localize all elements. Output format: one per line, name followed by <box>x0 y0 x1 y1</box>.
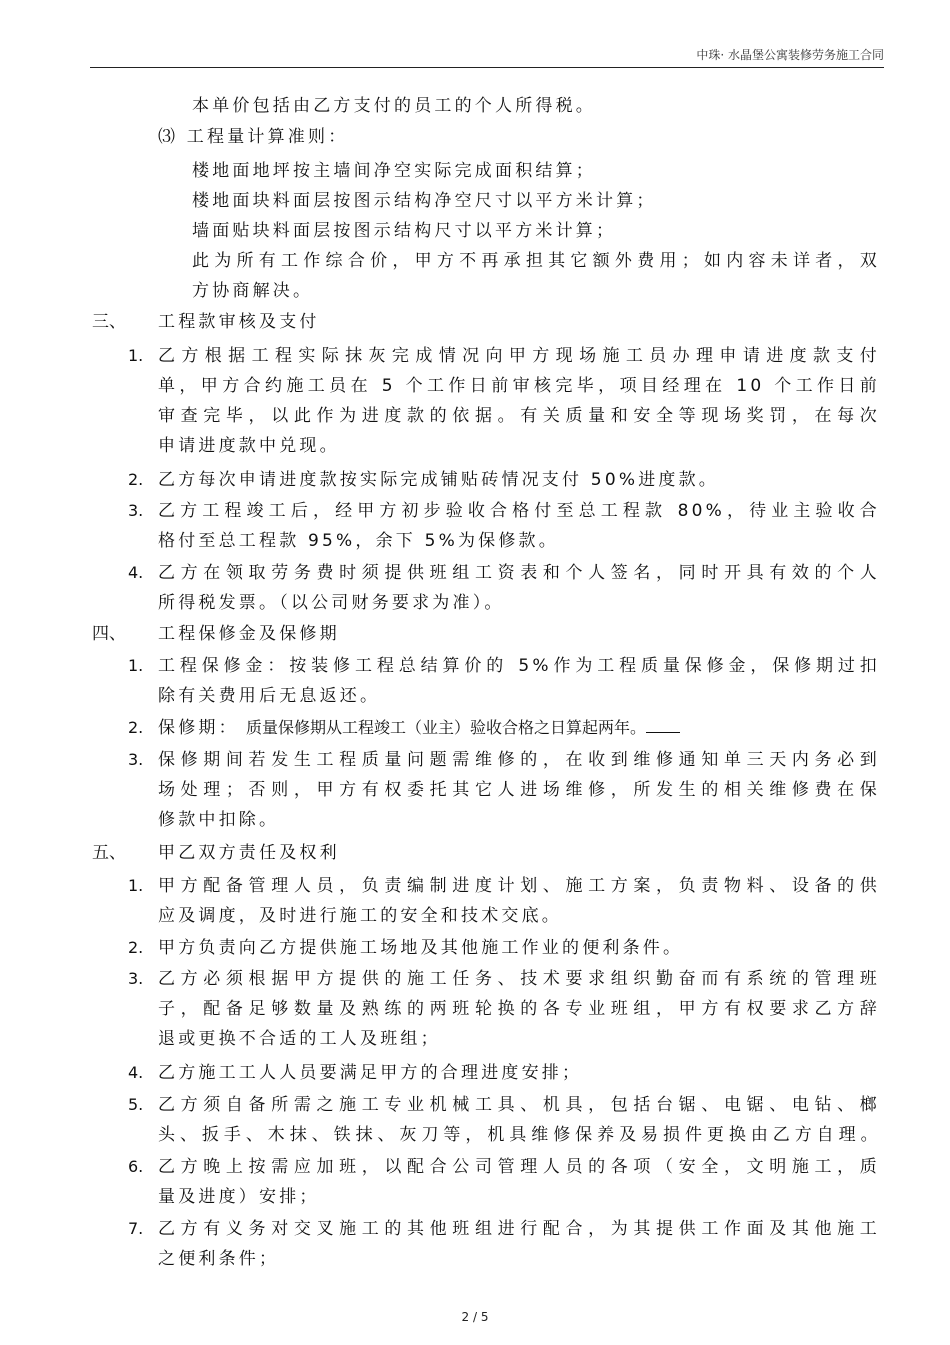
item-line: 头、扳手、木抹、铁抹、灰刀等，机具维修保养及易损件更换由乙方自理。 <box>158 1125 880 1145</box>
page-number: 2 / 5 <box>461 1310 489 1324</box>
item-number: 4. <box>128 563 144 582</box>
tax-note: 本单价包括由乙方支付的员工的个人所得税。 <box>192 96 596 116</box>
section-4-title: 工程保修金及保修期 <box>158 624 340 644</box>
rule-line: 楼地面地坪按主墙间净空实际完成面积结算； <box>192 161 596 181</box>
item-line: 除有关费用后无息返还。 <box>158 686 381 706</box>
item-number: 3. <box>128 501 144 520</box>
item-line: 子，配备足够数量及熟练的两班轮换的各专业班组，甲方有权要求乙方辞 <box>158 999 880 1019</box>
item-line: 乙方工程竣工后，经甲方初步验收合格付至总工程款 80%，待业主验收合 <box>158 501 880 521</box>
item-line: 申请进度款中兑现。 <box>158 436 340 456</box>
section-5-title: 甲乙双方责任及权利 <box>158 843 340 863</box>
summary-line: 方协商解决。 <box>192 281 314 301</box>
item-line: 乙方施工工人人员要满足甲方的合理进度安排； <box>158 1063 583 1083</box>
item-line: 乙方晚上按需应加班，以配合公司管理人员的各项（安全，文明施工，质 <box>158 1157 880 1177</box>
item-line: 审查完毕，以此作为进度款的依据。有关质量和安全等现场奖罚，在每次 <box>158 406 880 426</box>
item-line: 保修期间若发生工程质量问题需维修的，在收到维修通知单三天内务必到 <box>158 750 880 770</box>
item-line: 乙方在领取劳务费时须提供班组工资表和个人签名，同时开具有效的个人 <box>158 563 880 583</box>
item-line: 量及进度）安排； <box>158 1187 320 1207</box>
item-line: 乙方有义务对交叉施工的其他班组进行配合，为其提供工作面及其他施工 <box>158 1219 880 1239</box>
item-line: 场处理；否则，甲方有权委托其它人进场维修，所发生的相关维修费在保 <box>158 780 880 800</box>
item-line: 应及调度，及时进行施工的安全和技术交底。 <box>158 906 562 926</box>
item-line: 格付至总工程款 95%，余下 5%为保修款。 <box>158 531 559 551</box>
rule-line: 墙面贴块料面层按图示结构尺寸以平方米计算； <box>192 221 617 241</box>
item-line: 甲方负责向乙方提供施工场地及其他施工作业的便利条件。 <box>158 938 684 958</box>
item-line: 甲方配备管理人员，负责编制进度计划、施工方案，负责物料、设备的供 <box>158 876 880 896</box>
warranty-label: 保修期： <box>158 718 239 738</box>
rules-title: ⑶ 工程量计算准则： <box>158 127 349 147</box>
item-line: 工程保修金：按装修工程总结算价的 5%作为工程质量保修金，保修期过扣 <box>158 656 880 676</box>
item-number: 1. <box>128 656 144 675</box>
item-number: 1. <box>128 346 144 365</box>
item-line: 乙方每次申请进度款按实际完成铺贴砖情况支付 50%进度款。 <box>158 470 719 490</box>
summary-line: 此为所有工作综合价，甲方不再承担其它额外费用；如内容未详者，双 <box>192 251 880 271</box>
item-number: 6. <box>128 1157 144 1176</box>
item-number: 2. <box>128 718 144 737</box>
fill-blank <box>646 718 680 733</box>
item-number: 3. <box>128 750 144 769</box>
item-line: 退或更换不合适的工人及班组； <box>158 1029 441 1049</box>
item-line: 之便利条件； <box>158 1249 280 1269</box>
item-number: 5. <box>128 1095 144 1114</box>
section-3-title: 工程款审核及支付 <box>158 312 320 332</box>
page-header-title: 中珠· 水晶堡公寓装修劳务施工合同 <box>696 48 884 62</box>
section-3-mark: 三、 <box>92 312 126 332</box>
item-line: 乙方须自备所需之施工专业机械工具、机具，包括台锯、电锯、电钻、榔 <box>158 1095 880 1115</box>
item-line: 单，甲方合约施工员在 5 个工作日前审核完毕，项目经理在 10 个工作日前 <box>158 376 880 396</box>
item-number: 3. <box>128 969 144 988</box>
warranty-period <box>246 717 680 739</box>
item-line: 修款中扣除。 <box>158 810 280 830</box>
item-number: 2. <box>128 470 144 489</box>
item-line: 所得税发票。（以公司财务要求为准）。 <box>158 593 505 613</box>
item-number: 7. <box>128 1219 144 1238</box>
section-4-mark: 四、 <box>92 624 126 644</box>
item-number: 2. <box>128 938 144 957</box>
item-number: 4. <box>128 1063 144 1082</box>
item-line: 乙方必须根据甲方提供的施工任务、技术要求组织勤奋而有系统的管理班 <box>158 969 880 989</box>
item-line: 乙方根据工程实际抹灰完成情况向甲方现场施工员办理申请进度款支付 <box>158 346 880 366</box>
item-number: 1. <box>128 876 144 895</box>
header-divider <box>90 67 884 68</box>
section-5-mark: 五、 <box>92 843 126 863</box>
rule-line: 楼地面块料面层按图示结构净空尺寸以平方米计算； <box>192 191 657 211</box>
warranty-period-text: 质量保修期从工程竣工（业主）验收合格之日算起两年。 <box>246 718 647 737</box>
